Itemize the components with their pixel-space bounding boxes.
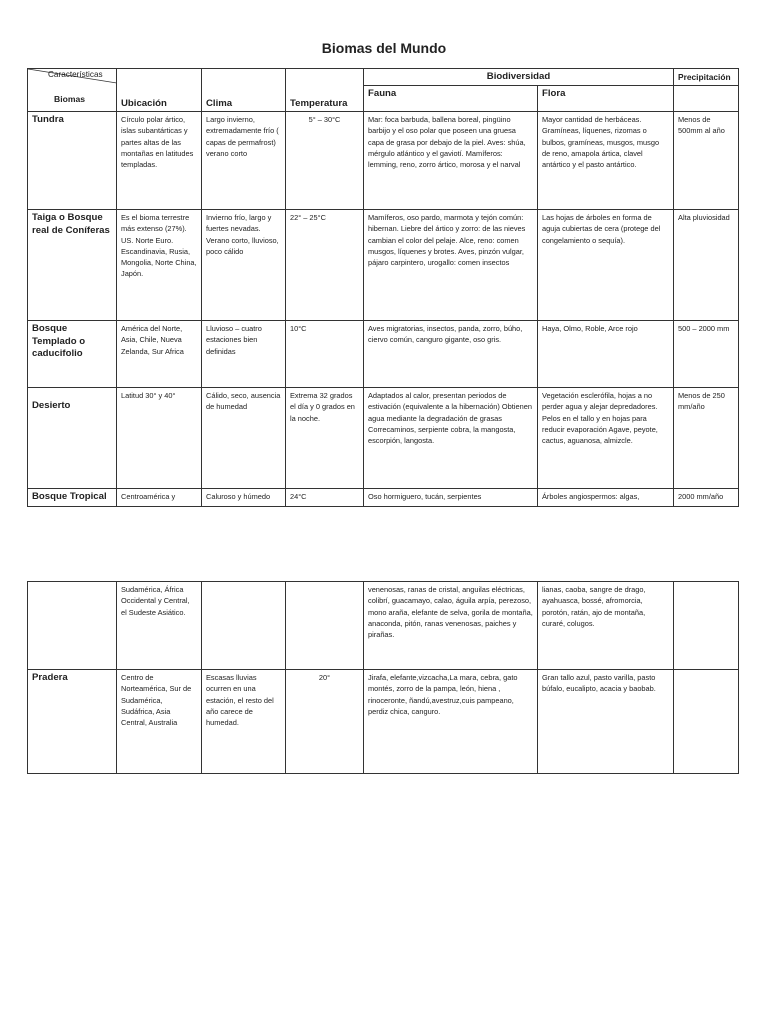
cell-flora: Gran tallo azul, pasto varilla, pasto búfalo, eucalipto, acacia y baobab. xyxy=(538,670,674,774)
biome-name: Tundra xyxy=(28,112,117,210)
header-corner-cell xyxy=(28,69,117,112)
biomes-table-continuation xyxy=(27,581,739,774)
cell-temperatura xyxy=(286,582,364,670)
table-row xyxy=(28,388,739,489)
biomes-table xyxy=(27,68,739,507)
table-row xyxy=(28,321,739,388)
table-row xyxy=(28,489,739,507)
table-row xyxy=(28,582,739,670)
cell-flora: Vegetación esclerófila, hojas a no perder agua y alejar depredadores. Pelos en el tallo y en hojas para reducir evaporación Agave, peyote, cactus, aguanosa, almizcle. xyxy=(538,388,674,489)
cell-clima: Lluvioso – cuatro estaciones bien definidas xyxy=(202,321,286,388)
cell-clima: Caluroso y húmedo xyxy=(202,489,286,507)
header-temperatura: Temperatura xyxy=(286,69,364,112)
cell-ubicacion: América del Norte, Asia, Chile, Nueva Zelanda, Sur Africa xyxy=(117,321,202,388)
header-flora: Flora xyxy=(538,86,674,112)
cell-fauna: Adaptados al calor, presentan periodos de estivación (equivalente a la hibernación) Obtienen agua mediante la degradación de grasas Correcaminos, serpiente cobra, la mangosta, escorpión, langosta. xyxy=(364,388,538,489)
biome-name: Bosque Templado o caducifolio xyxy=(28,321,117,388)
cell-temperatura: Extrema 32 grados el día y 0 grados en la noche. xyxy=(286,388,364,489)
cell-clima: Largo invierno, extremadamente frío ( capas de permafrost) verano corto xyxy=(202,112,286,210)
cell-precipitacion xyxy=(674,582,739,670)
biome-name xyxy=(28,582,117,670)
table-row xyxy=(28,210,739,321)
table-row xyxy=(28,112,739,210)
cell-temperatura: 24°C xyxy=(286,489,364,507)
cell-fauna: Jirafa, elefante,vizcacha,La mara, cebra, gato montés, zorro de la pampa, león, hiena , rinoceronte, ñandú,avestruz,cuis pampeano, perdiz chica, canguro. xyxy=(364,670,538,774)
cell-fauna: venenosas, ranas de cristal, anguilas eléctricas, colibrí, guacamayo, calao, águila arpía, perezoso, mono araña, elefante de selva, gorila de montaña, anaconda, pitón, ranas venenosas, paiches y pirañas. xyxy=(364,582,538,670)
cell-clima xyxy=(202,582,286,670)
cell-clima: Invierno frío, largo y fuertes nevadas. Verano corto, lluvioso, poco cálido xyxy=(202,210,286,321)
cell-fauna: Mar: foca barbuda, ballena boreal, pingüino barbijo y el oso polar que poseen una gruesa capa de grasa por debajo de la piel. Aves: shúa, mérgulo atlántico y el gaviotí. Mamíferos: lemming, reno, zorro ártico, morosa y el narval xyxy=(364,112,538,210)
cell-fauna: Mamíferos, oso pardo, marmota y tejón común: hibernan. Liebre del ártico y zorro: de las nieves cambian el color del pelaje. Alce, reno: comen musgos, líquenes y brotes. Aves, pinzón vulgar, pájaro carpintero, urogallo: comen insectos xyxy=(364,210,538,321)
cell-clima: Cálido, seco, ausencia de humedad xyxy=(202,388,286,489)
cell-ubicacion: Centro de Norteamérica, Sur de Sudamérica, Sudáfrica, Asia Central, Australia xyxy=(117,670,202,774)
biome-name: Taiga o Bosque real de Coníferas xyxy=(28,210,117,321)
cell-fauna: Oso hormiguero, tucán, serpientes xyxy=(364,489,538,507)
header-precipitacion: Precipitación xyxy=(674,69,739,86)
cell-ubicacion: Círculo polar ártico, islas subantárticas y partes altas de las montañas en latitudes templadas. xyxy=(117,112,202,210)
cell-ubicacion: Es el bioma terrestre más extenso (27%). US. Norte Euro. Escandinavia, Rusia, Mongolia, Norte China, Japón. xyxy=(117,210,202,321)
cell-precipitacion: 500 – 2000 mm xyxy=(674,321,739,388)
header-ubicacion: Ubicación xyxy=(117,69,202,112)
cell-ubicacion: Sudamérica, África Occidental y Central, el Sudeste Asiático. xyxy=(117,582,202,670)
cell-temperatura: 20° xyxy=(286,670,364,774)
cell-precipitacion: Menos de 250 mm/año xyxy=(674,388,739,489)
cell-precipitacion: Menos de 500mm al año xyxy=(674,112,739,210)
cell-ubicacion: Centroamérica y xyxy=(117,489,202,507)
cell-clima: Escasas lluvias ocurren en una estación, el resto del año carece de humedad. xyxy=(202,670,286,774)
header-precipitacion-blank xyxy=(674,86,739,112)
cell-precipitacion xyxy=(674,670,739,774)
cell-temperatura: 10°C xyxy=(286,321,364,388)
header-clima: Clima xyxy=(202,69,286,112)
header-biodiversidad: Biodiversidad xyxy=(364,69,674,86)
cell-precipitacion: 2000 mm/año xyxy=(674,489,739,507)
cell-flora: Las hojas de árboles en forma de aguja cubiertas de cera (protege del congelamiento o sequía). xyxy=(538,210,674,321)
table-row xyxy=(28,670,739,774)
document-title: Biomas del Mundo xyxy=(321,40,447,56)
cell-temperatura: 5° – 30°C xyxy=(286,112,364,210)
cell-flora: Haya, Olmo, Roble, Arce rojo xyxy=(538,321,674,388)
cell-ubicacion: Latitud 30° y 40° xyxy=(117,388,202,489)
biome-name: Pradera xyxy=(28,670,117,774)
cell-fauna: Aves migratorias, insectos, panda, zorro, búho, ciervo común, canguro gigante, oso gris. xyxy=(364,321,538,388)
biome-name: Bosque Tropical xyxy=(28,489,117,507)
biome-name: Desierto xyxy=(28,388,117,489)
cell-precipitacion: Alta pluviosidad xyxy=(674,210,739,321)
header-fauna: Fauna xyxy=(364,86,538,112)
header-biomas: Biomas xyxy=(54,94,86,104)
cell-flora: Mayor cantidad de herbáceas. Gramíneas, líquenes, rizomas o bulbos, gramíneas, musgos, musgo de reno, amapola ártica, clavel antártico y el pasto antártico. xyxy=(538,112,674,210)
cell-flora: Árboles angiospermos: algas, xyxy=(538,489,674,507)
header-caracteristicas: Características xyxy=(48,70,103,79)
cell-flora: lianas, caoba, sangre de drago, ayahuasca, bossé, afromorcia, porotón, ratán, ajo de montaña, curaré, colugos. xyxy=(538,582,674,670)
cell-temperatura: 22° – 25°C xyxy=(286,210,364,321)
